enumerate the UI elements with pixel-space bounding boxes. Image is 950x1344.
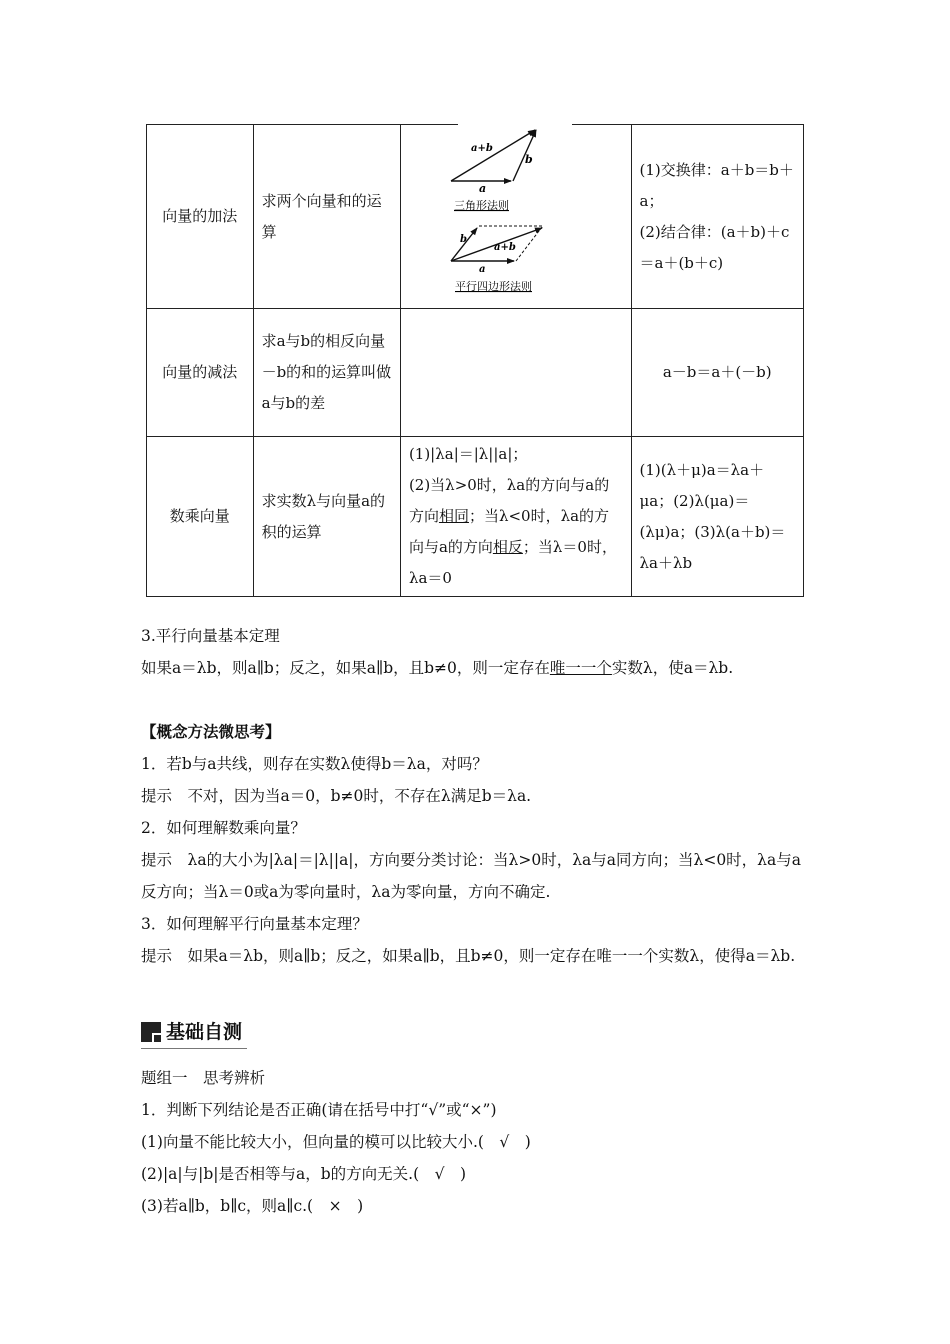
op-law-cell	[631, 309, 804, 437]
table-row	[147, 309, 804, 437]
b-label: b	[524, 152, 533, 166]
law-scalar: (1)(λ＋μ)a＝λa＋μa；(2)λ(μa)＝(λμ)a；(3)λ(a＋b)＝λa＋λb	[639, 460, 786, 572]
section-underline	[141, 1048, 247, 1049]
sum-label: a+b	[470, 142, 493, 154]
op-rule-cell	[400, 125, 631, 309]
diagram-top-gap	[458, 123, 572, 127]
op-meaning-cell	[253, 437, 400, 597]
vector-diagrams	[441, 127, 591, 307]
op-name: 数乘向量	[169, 507, 230, 525]
exercise-question: 1．判断下列结论是否正确(请在括号中打“√”或“×”)	[141, 1101, 497, 1119]
exercise-item: (1)向量不能比较大小，但向量的模可以比较大小.( √ )	[141, 1133, 531, 1151]
question-3: 3．如何理解平行向量基本定理？	[141, 915, 368, 933]
exercise-item: (2)|a|与|b|是否相等与a，b的方向无关.( √ )	[141, 1165, 467, 1183]
exercise-block	[141, 1062, 811, 1222]
question-1: 1．若b与a共线，则存在实数λ使得b＝λa，对吗？	[141, 755, 488, 773]
think-block	[141, 716, 811, 972]
op-law-cell	[631, 437, 804, 597]
exercise-item: (3)若a∥b，b∥c，则a∥c.( × )	[141, 1197, 364, 1215]
think-header: 【概念方法微思考】	[141, 722, 281, 741]
theorem-title: 3.平行向量基本定理	[141, 627, 280, 645]
vector-operations-table	[146, 124, 804, 597]
law-subtraction: a－b＝a＋(－b)	[662, 363, 772, 381]
rule-text: (2)当λ>0时，λa的方向与a的方向	[408, 476, 610, 525]
op-meaning-cell	[253, 309, 400, 437]
scalar-rule-magnitude: (1)|λa|＝|λ||a|；	[408, 445, 528, 463]
hint-2: 提示 λa的大小为|λa|＝|λ||a|，方向要分类讨论：当λ>0时，λa与a同方向；当λ<0时，λa与a反方向；当λ＝0或a为零向量时，λa为零向量，方向不确定.	[141, 851, 801, 901]
table-row	[147, 437, 804, 597]
section-header	[141, 1018, 247, 1051]
op-name-cell	[147, 437, 254, 597]
op-name: 向量的减法	[162, 363, 238, 381]
parallelogram-rule-diagram	[451, 226, 542, 293]
a-label: a	[478, 263, 486, 275]
a-label: a	[478, 181, 486, 195]
vector-sum-arrow	[451, 130, 535, 181]
law-commutative: (1)交换律：a＋b＝b＋a；	[639, 160, 794, 210]
b-label: b	[459, 233, 467, 245]
rule-underlined: 相反	[492, 538, 523, 556]
op-meaning: 求a与b的相反向量－b的和的运算叫做a与b的差	[261, 332, 392, 412]
op-name: 向量的加法	[162, 207, 238, 225]
sum-label: a+b	[493, 241, 516, 253]
rule-text: ；当λ＝0时，λa＝0	[408, 538, 617, 587]
theorem-text-part: 实数λ，使a＝λb.	[611, 659, 734, 677]
op-name-cell	[147, 309, 254, 437]
law-associative: (2)结合律：(a＋b)＋c＝a＋(b＋c)	[639, 222, 790, 272]
hint-3: 提示 如果a＝λb，则a∥b；反之，如果a∥b，且b≠0，则一定存在唯一一个实数λ，使得a＝λb.	[141, 947, 796, 965]
op-meaning: 求两个向量和的运算	[261, 191, 382, 241]
rule-underlined: 相同	[438, 507, 469, 525]
table-row	[147, 125, 804, 309]
theorem-text	[141, 652, 811, 684]
theorem-block	[141, 620, 811, 684]
triangle-rule-diagram	[451, 130, 536, 212]
question-group-title: 题组一 思考辨析	[141, 1069, 266, 1087]
scalar-rule-direction	[409, 470, 623, 594]
hint-1: 提示 不对，因为当a＝0，b≠0时，不存在λ满足b＝λa.	[141, 787, 532, 805]
op-meaning-cell	[253, 125, 400, 309]
triangle-rule-label: 三角形法则	[453, 198, 509, 212]
question-2: 2．如何理解数乘向量？	[141, 819, 306, 837]
op-rule-cell	[400, 437, 631, 597]
op-rule-cell	[400, 309, 631, 437]
op-name-cell	[147, 125, 254, 309]
theorem-text-part: 如果a＝λb，则a∥b；反之，如果a∥b，且b≠0，则一定存在	[141, 659, 550, 677]
section-square-icon	[141, 1022, 161, 1042]
rule-text: ；当λ<0时，λa的方向与a的方向	[408, 507, 610, 556]
theorem-underlined: 唯一一个	[549, 659, 612, 677]
section-title: 基础自测	[166, 1021, 243, 1043]
op-meaning: 求实数λ与向量a的积的运算	[261, 491, 386, 541]
op-law-cell	[631, 125, 804, 309]
parallelogram-rule-label: 平行四边形法则	[454, 279, 532, 293]
